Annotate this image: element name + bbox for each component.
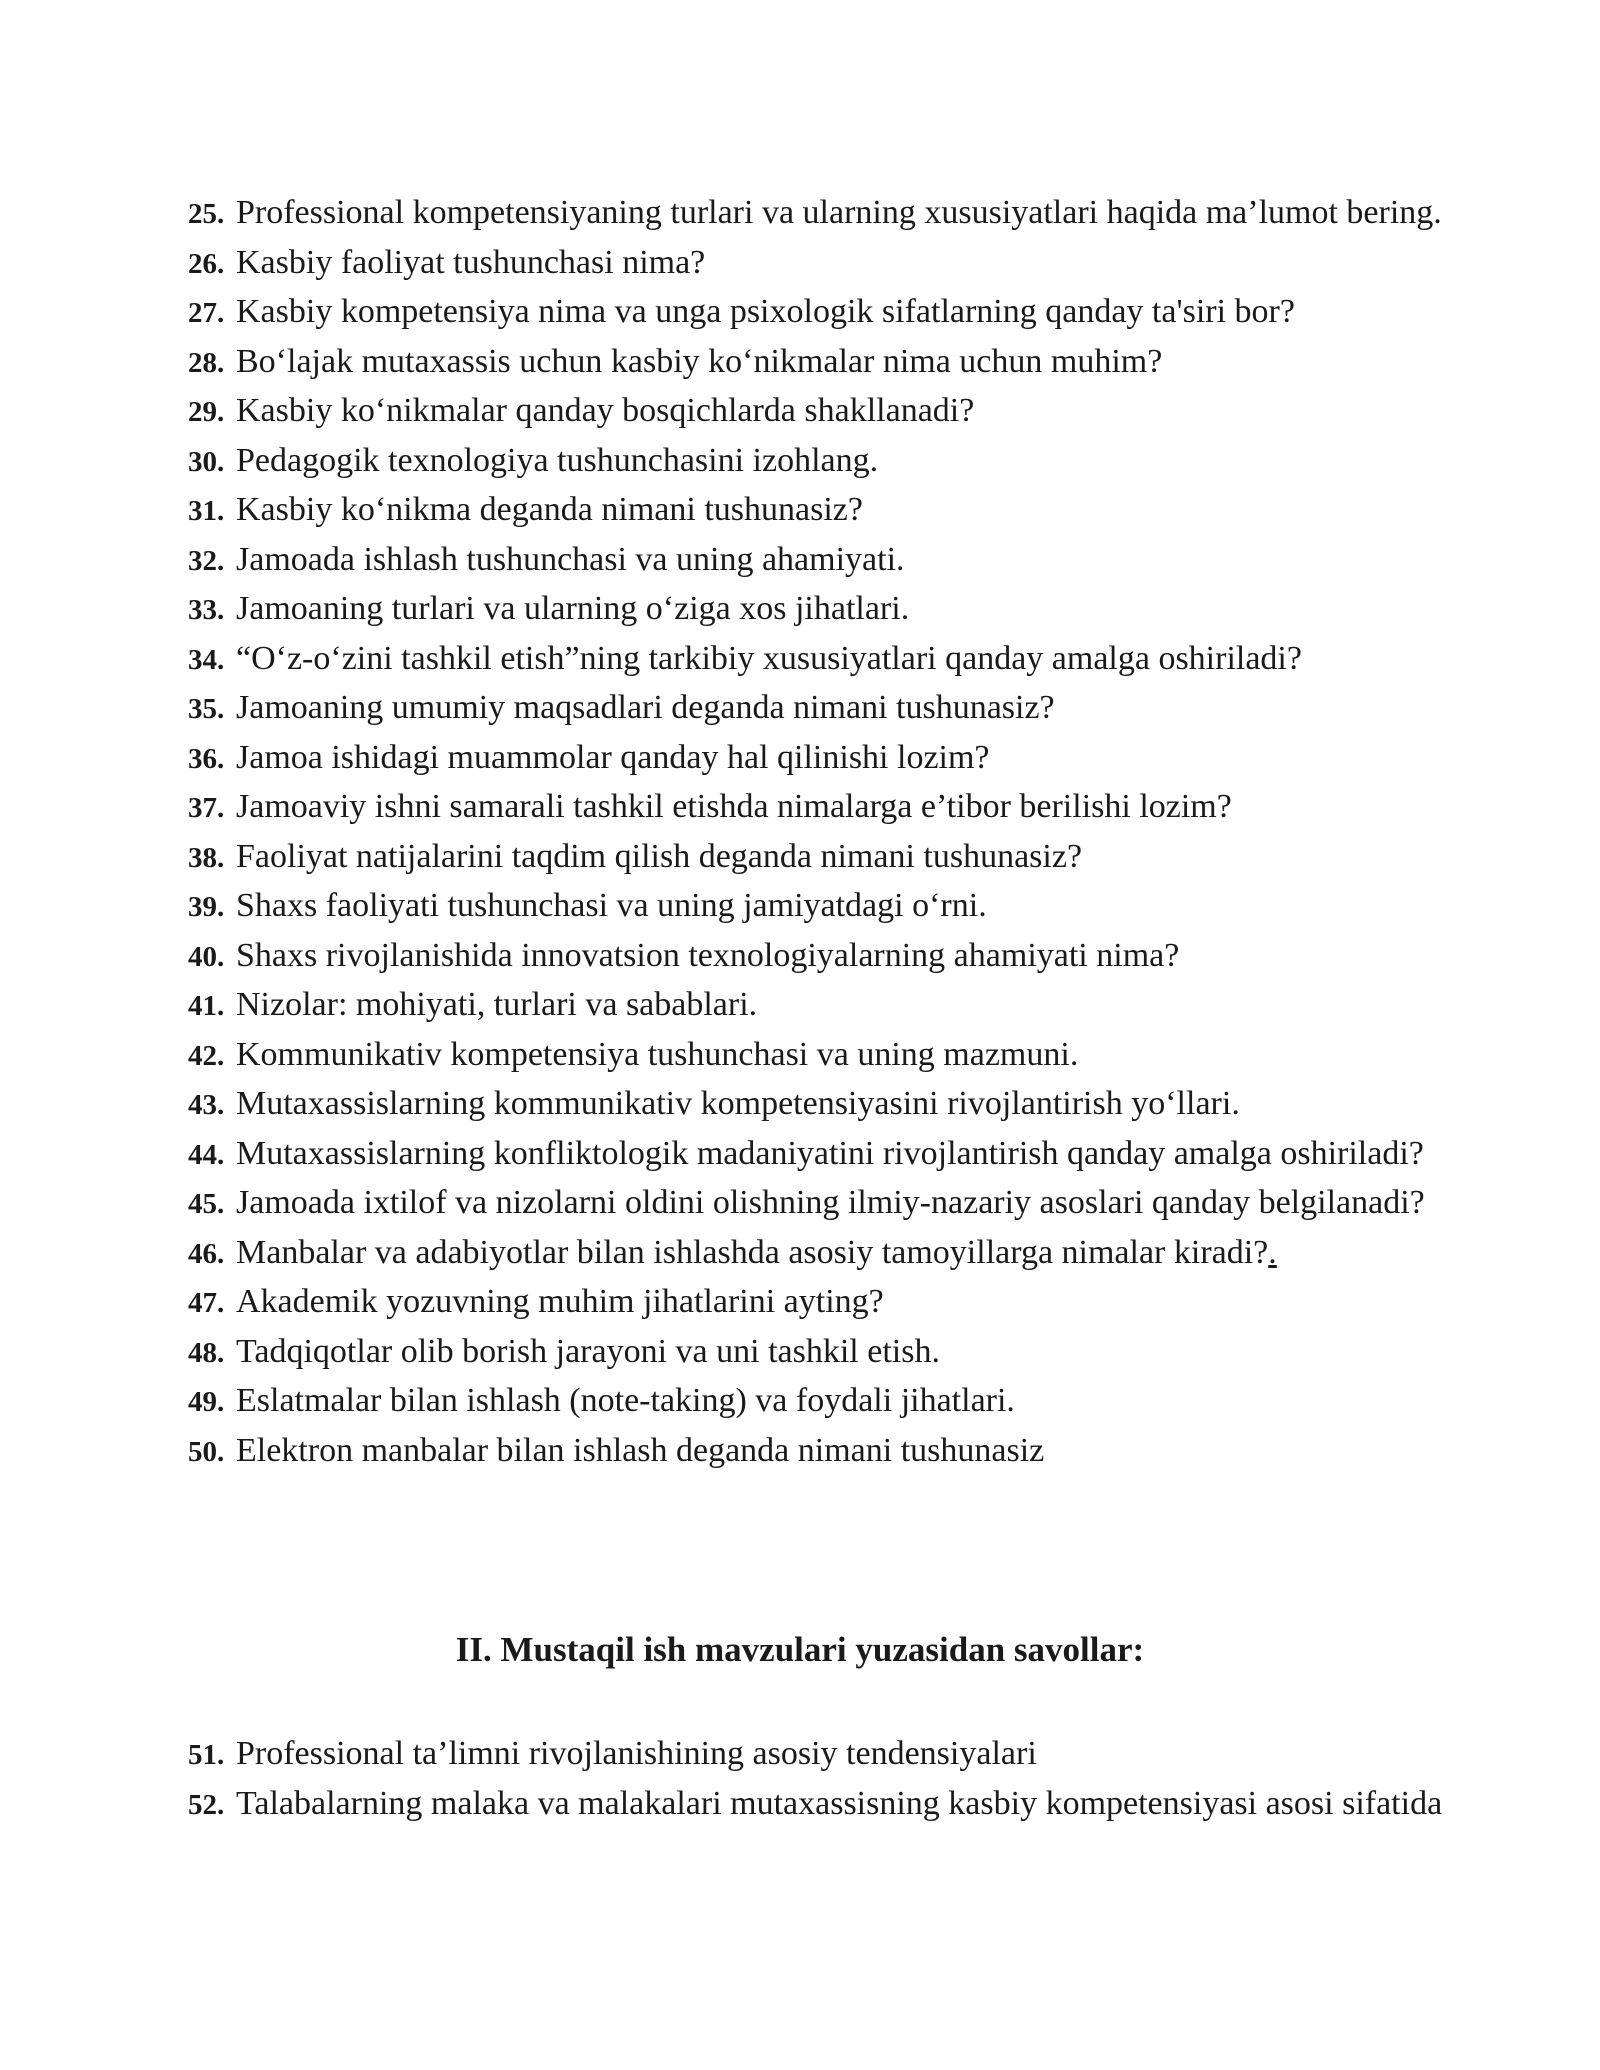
question-number: 30.	[188, 445, 225, 478]
question-number: 52.	[188, 1788, 225, 1821]
question-number: 39.	[188, 891, 225, 923]
question-text: Kasbiy ko‘nikma deganda nimani tushunasiz?	[236, 491, 863, 528]
question-number: 33.	[188, 594, 225, 626]
question-text: Professional ta’limni rivojlanishining asosiy tendensiyalari	[236, 1735, 1037, 1772]
question-text: Kommunikativ kompetensiya tushunchasi va uning mazmuni.	[236, 1035, 1079, 1073]
question-number: 50.	[188, 1435, 225, 1468]
question-text: Tadqiqotlar olib borish jarayoni va uni tashkil etish.	[236, 1332, 940, 1370]
question-text: Mutaxassislarning konfliktologik madaniyatini rivojlantirish qanday amalga oshiriladi?	[236, 1134, 1424, 1172]
question-number: 44.	[188, 1138, 225, 1171]
question-text: Shaxs faoliyati tushunchasi va uning jamiyatdagi o‘rni.	[236, 887, 987, 924]
list-item	[188, 189, 1448, 239]
question-number: 32.	[188, 544, 225, 577]
question-number: 37.	[188, 792, 225, 824]
question-text: Professional kompetensiyaning turlari va ularning xususiyatlari haqida ma’lumot bering.	[236, 194, 1442, 231]
list-item	[188, 1780, 1448, 1830]
question-text: Bo‘lajak mutaxassis uchun kasbiy ko‘nikmalar nima uchun muhim?	[236, 342, 1163, 380]
list-item	[188, 1427, 1448, 1477]
list-item	[188, 1080, 1448, 1130]
question-number: 36.	[188, 742, 225, 775]
question-text: Kasbiy kompetensiya nima va unga psixologik sifatlarning qanday ta'siri bor?	[236, 293, 1295, 330]
list-item	[188, 288, 1448, 338]
list-item	[188, 981, 1448, 1031]
question-text: Pedagogik texnologiya tushunchasini izohlang.	[236, 441, 879, 479]
question-number: 28.	[188, 346, 225, 379]
question-number: 45.	[188, 1188, 225, 1220]
question-text: Jamoa ishidagi muammolar qanday hal qilinishi lozim?	[236, 738, 990, 776]
question-text: Jamoada ishlash tushunchasi va uning ahamiyati.	[236, 540, 905, 578]
question-text: Elektron manbalar bilan ishlash deganda nimani tushunasiz	[236, 1431, 1045, 1469]
question-number: 25.	[188, 198, 225, 230]
list-item	[188, 734, 1448, 784]
question-text: Faoliyat natijalarini taqdim qilish deganda nimani tushunasiz?	[236, 837, 1083, 875]
list-item	[188, 338, 1448, 388]
list-item	[188, 437, 1448, 487]
question-number: 38.	[188, 841, 225, 874]
question-text: Talabalarning malaka va malakalari mutaxassisning kasbiy kompetensiyasi asosi sifatida	[236, 1784, 1443, 1822]
question-suffix: .	[1268, 1233, 1277, 1271]
question-number: 42.	[188, 1039, 225, 1072]
question-text: Jamoada ixtilof va nizolarni oldini olishning ilmiy-nazariy asoslari qanday belgilanadi?	[236, 1184, 1425, 1221]
list-item	[188, 239, 1448, 289]
list-item	[188, 1730, 1448, 1780]
list-item	[188, 1328, 1448, 1378]
question-number: 46.	[188, 1237, 225, 1270]
question-number: 51.	[188, 1739, 225, 1771]
question-number: 34.	[188, 643, 225, 676]
list-item	[188, 1031, 1448, 1081]
section-heading: II. Mustaqil ish mavzulari yuzasidan savollar:	[455, 1630, 1145, 1669]
question-number: 49.	[188, 1386, 225, 1418]
list-item	[188, 486, 1448, 536]
list-item	[188, 1229, 1448, 1279]
question-number: 40.	[188, 940, 225, 973]
list-item	[188, 783, 1448, 833]
list-item	[188, 1179, 1448, 1229]
question-list-part1	[188, 189, 1448, 1476]
question-number: 31.	[188, 495, 225, 527]
question-text: Eslatmalar bilan ishlash (note-taking) va foydali jihatlari.	[236, 1382, 1015, 1419]
question-number: 41.	[188, 990, 225, 1022]
question-text: Manbalar va adabiyotlar bilan ishlashda asosiy tamoyillarga nimalar kiradi?	[236, 1233, 1269, 1271]
list-item	[188, 635, 1448, 685]
question-number: 26.	[188, 247, 225, 280]
question-text: Mutaxassislarning kommunikativ kompetensiyasini rivojlantirish yo‘llari.	[236, 1085, 1240, 1122]
question-text: Jamoaviy ishni samarali tashkil etishda nimalarga e’tibor berilishi lozim?	[236, 788, 1232, 825]
question-number: 29.	[188, 396, 225, 428]
question-text: “O‘z-o‘zini tashkil etish”ning tarkibiy xususiyatlari qanday amalga oshiriladi?	[236, 639, 1302, 677]
list-item	[188, 932, 1448, 982]
list-item	[188, 1130, 1448, 1180]
list-item	[188, 684, 1448, 734]
question-text-wrapper	[236, 1229, 1448, 1278]
question-number: 43.	[188, 1089, 225, 1121]
question-text: Akademik yozuvning muhim jihatlarini ayting?	[236, 1283, 884, 1320]
list-item	[188, 536, 1448, 586]
question-text: Kasbiy faoliyat tushunchasi nima?	[236, 243, 706, 281]
list-item	[188, 585, 1448, 635]
question-number: 48.	[188, 1336, 225, 1369]
list-item	[188, 387, 1448, 437]
question-text: Jamoaning turlari va ularning o‘ziga xos jihatlari.	[236, 590, 910, 627]
question-number: 27.	[188, 297, 225, 329]
question-number: 47.	[188, 1287, 225, 1319]
list-item	[188, 882, 1448, 932]
question-number: 35.	[188, 693, 225, 725]
list-item	[188, 1377, 1448, 1427]
list-item	[188, 833, 1448, 883]
list-item	[188, 1278, 1448, 1328]
question-list-part2	[188, 1730, 1448, 1829]
question-text: Shaxs rivojlanishida innovatsion texnologiyalarning ahamiyati nima?	[236, 936, 1180, 974]
question-text: Nizolar: mohiyati, turlari va sabablari.	[236, 986, 758, 1023]
question-text: Kasbiy ko‘nikmalar qanday bosqichlarda shakllanadi?	[236, 392, 975, 429]
question-text: Jamoaning umumiy maqsadlari deganda nimani tushunasiz?	[236, 689, 1055, 726]
